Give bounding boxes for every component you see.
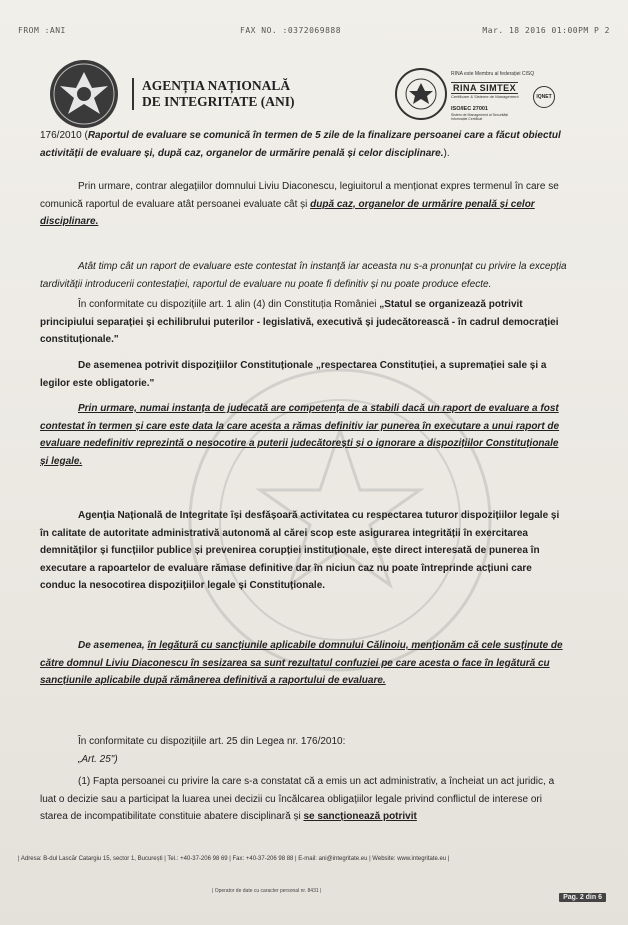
- ani-logo-icon: [48, 58, 120, 130]
- p4-quote: „Statul se organizează potrivit principiului separației și echilibrului puterilor - legislativă, executivă și judecătorească - în cadrul democrației constituționale.": [40, 299, 559, 345]
- paragraph-4: [40, 296, 568, 349]
- fax-number: FAX NO. :0372069888: [240, 26, 342, 35]
- p8-lead: De asemenea,: [78, 640, 148, 651]
- page-number-badge: Pag. 2 din 6: [559, 893, 606, 902]
- agency-name: [132, 78, 295, 110]
- fax-from: FROM :ANI: [18, 26, 66, 35]
- paragraph-9: În conformitate cu dispozițiile art. 25 din Legea nr. 176/2010:: [78, 736, 346, 747]
- p8-emphasis: în legătură cu sancțiunile aplicabile domnului Călinoiu, menționăm că cele susținute de către domnul Liviu Diaconescu în sesizarea sa sunt rezultatul confuziei pe care acesta o face în legătură cu sancțiunile aplicabile după rămânerea definitivă a raportului de evaluare.: [40, 640, 563, 686]
- p1-tail: ).: [443, 147, 450, 159]
- p2-text: Prin urmare, contrar alegațiilor domnului Liviu Diaconescu, legiuitorul a menționat expres termenul în care se comunică raportul de evaluare atât persoanei evaluate cât și: [40, 181, 559, 210]
- paragraph-3: Atât timp cât un raport de evaluare este contestat în instanță iar aceasta nu s-a pronunțat cu privire la excepția tardivității introducerii contestației, raportul de evaluare nu poate fi definitiv și nu poate produce efecte.: [40, 261, 567, 290]
- paragraph-11: [40, 773, 568, 826]
- paragraph-2: [40, 178, 568, 231]
- paragraph-10: „Art. 25"): [78, 754, 118, 765]
- agency-name-line1: AGENȚIA NAȚIONALĂ: [142, 78, 291, 93]
- p11-text: (1) Fapta persoanei cu privire la care s-a constatat că a emis un act administrativ, a încheiat un act juridic, a luat o decizie sau a participat la luarea unei decizii cu încălcarea obligațiilor legale privind conflictul de interese ori starea de incompatibilitate constituie abatere disciplinară și: [40, 776, 555, 822]
- agency-name-line2: DE INTEGRITATE (ANI): [142, 94, 295, 109]
- footer-contact: | Adresa: B-dul Lascăr Catargiu 15, sector 1, București | Tel.: +40-37-206 98 69 | Fax: +40-37-206 98 88 | E-mail: ani@integritate.eu | Website: www.integritate.eu |: [18, 856, 450, 862]
- rina-seal-icon: [395, 68, 447, 120]
- cert-member-text: RINA este Membru al federației CISQ: [451, 71, 535, 77]
- cert-brand-sub: Certificare & Sisteme de Management: [451, 94, 519, 99]
- p5-quote: „respectarea Constituției, a supremației sale și a legilor este obligatorie.": [40, 360, 547, 389]
- p2-emphasis: după caz, organelor de urmărire penală și celor disciplinare.: [40, 198, 535, 227]
- p5-text: De asemenea potrivit dispozițiilor Constituționale: [78, 360, 316, 371]
- p11-emphasis: se sancționează potrivit: [303, 811, 417, 822]
- paragraph-6: Prin urmare, numai instanța de judecată are competența de a stabili dacă un raport de evaluare a fost contestat în termen și care este data la care acesta a rămas definitiv iar punerea în executare a unui raport de evaluare nedefinitiv reprezintă o nesocotire a puterii judecătorești și o ignorare a dispozițiilor Constituționale și legale.: [40, 403, 560, 467]
- paragraph-7: Agenția Națională de Integritate își desfășoară activitatea cu respectarea tuturor dispozițiilor legale și în calitate de autoritate administrativă autonomă al cărei scop este asigurarea integrității în exercitarea demnităților și funcțiilor publice și prevenirea corupției instituționale, este direct interesată de punerea în executare a rapoartelor de evaluare rămase definitive dar în niciun caz nu poate întreprinde acțiuni care conduc la nesocotirea dispozițiilor legale și Constituționale.: [40, 510, 560, 591]
- iqnet-badge-icon: IQNET: [533, 86, 555, 108]
- p1-lead: 176/2010 (: [40, 130, 88, 141]
- p1-quote: Raportul de evaluare se comunică în termen de 5 zile de la finalizare persoanei care a făcut obiectul activității de evaluare și, după caz, organelor de urmărire penală și celor disciplinare.: [40, 130, 561, 159]
- cert-brand: RINA SIMTEX: [453, 83, 517, 93]
- fax-date: Mar. 18 2016 01:00PM P 2: [482, 26, 610, 35]
- paragraph-8: [40, 637, 568, 690]
- footer-operator: | Operator de date cu caracter personal nr. 8431 |: [212, 888, 322, 894]
- cert-iso: ISO/IEC 27001: [451, 106, 488, 112]
- certification-box: [395, 68, 563, 124]
- cert-iso-sub: Sistem de Management al Securității Informației Certificat: [451, 113, 508, 121]
- paragraph-5: [40, 357, 568, 392]
- p4-text: În conformitate cu dispozițiile art. 1 alin (4) din Constituția României: [78, 299, 380, 310]
- paragraph-1: [40, 127, 568, 162]
